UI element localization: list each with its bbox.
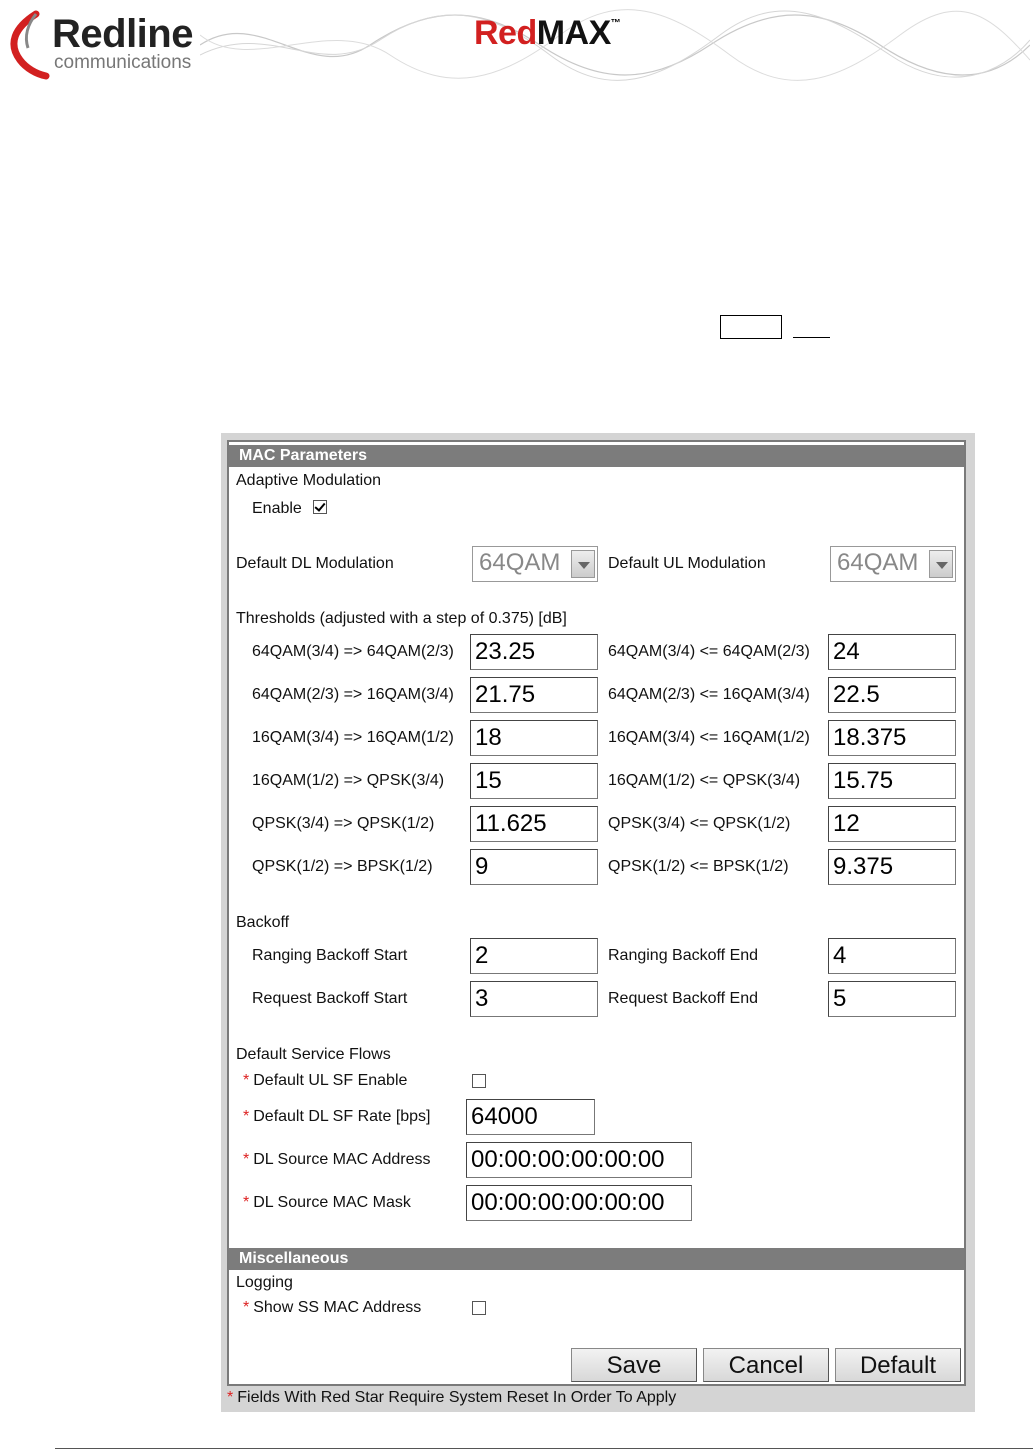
threshold-left-input[interactable]: 9 [470, 849, 598, 885]
dl-source-mask-text: DL Source MAC Mask [253, 1194, 411, 1211]
request-backoff-start-input[interactable]: 3 [470, 981, 598, 1017]
threshold-left-input[interactable]: 18 [470, 720, 598, 756]
request-backoff-end-input[interactable]: 5 [828, 981, 956, 1017]
thresholds-title: Thresholds (adjusted with a step of 0.375) [dB] [236, 610, 567, 627]
threshold-left-label: 16QAM(1/2) => QPSK(3/4) [252, 772, 445, 789]
brand-black: MAX [536, 14, 611, 52]
threshold-right-input[interactable]: 24 [828, 634, 956, 670]
threshold-right-label: 64QAM(2/3) <= 16QAM(3/4) [608, 686, 810, 703]
threshold-left-input[interactable]: 15 [470, 763, 598, 799]
dl-source-mac-input[interactable]: 00:00:00:00:00:00 [466, 1142, 692, 1178]
dl-source-mac-label [243, 1151, 431, 1169]
enable-checkbox[interactable] [313, 500, 327, 514]
backoff-title: Backoff [236, 914, 290, 931]
brand-red: Red [474, 14, 537, 52]
threshold-left-label: 64QAM(2/3) => 16QAM(3/4) [252, 686, 454, 703]
threshold-right-input[interactable]: 22.5 [828, 677, 956, 713]
document-header [0, 0, 1033, 90]
red-star: * [243, 1151, 250, 1168]
ul-sf-enable-checkbox[interactable] [472, 1074, 486, 1088]
show-ss-mac-checkbox[interactable] [472, 1301, 486, 1315]
threshold-left-input[interactable]: 21.75 [470, 677, 598, 713]
cancel-button[interactable]: Cancel [703, 1348, 829, 1382]
dl-modulation-select[interactable] [472, 546, 598, 582]
threshold-left-label: 64QAM(3/4) => 64QAM(2/3) [252, 643, 454, 660]
request-backoff-end-label: Request Backoff End [608, 990, 759, 1007]
dl-modulation-value: 64QAM [479, 549, 561, 576]
ul-modulation-value: 64QAM [837, 549, 919, 576]
save-button[interactable]: Save [571, 1348, 697, 1382]
dl-source-mask-input[interactable]: 00:00:00:00:00:00 [466, 1185, 692, 1221]
logging-title: Logging [236, 1274, 293, 1291]
reset-footnote [227, 1389, 676, 1407]
threshold-right-label: QPSK(3/4) <= QPSK(1/2) [608, 815, 791, 832]
trademark: ™ [610, 18, 621, 29]
product-brand [474, 14, 620, 53]
dl-source-mac-text: DL Source MAC Address [253, 1151, 431, 1168]
ul-sf-enable-text: Default UL SF Enable [253, 1072, 408, 1089]
red-star: * [227, 1389, 234, 1406]
threshold-right-input[interactable]: 9.375 [828, 849, 956, 885]
ranging-backoff-end-label: Ranging Backoff End [608, 947, 759, 964]
page-bottom-rule [55, 1448, 1033, 1449]
dl-sf-rate-label [243, 1108, 431, 1126]
red-star: * [243, 1108, 250, 1125]
empty-box [720, 315, 782, 339]
red-star: * [243, 1299, 250, 1316]
request-backoff-start-label: Request Backoff Start [252, 990, 408, 1007]
threshold-right-input[interactable]: 12 [828, 806, 956, 842]
miscellaneous-header: Miscellaneous [229, 1248, 964, 1270]
chevron-down-icon[interactable] [571, 550, 595, 578]
show-ss-mac-text: Show SS MAC Address [253, 1299, 422, 1316]
threshold-right-label: 64QAM(3/4) <= 64QAM(2/3) [608, 643, 810, 660]
ranging-backoff-start-label: Ranging Backoff Start [252, 947, 408, 964]
logo-name: Redline [52, 12, 193, 56]
redline-logo-icon [6, 10, 50, 80]
threshold-right-input[interactable]: 15.75 [828, 763, 956, 799]
ranging-backoff-start-input[interactable]: 2 [470, 938, 598, 974]
threshold-left-label: QPSK(3/4) => QPSK(1/2) [252, 815, 435, 832]
logo-subtitle: communications [54, 52, 192, 73]
mac-parameters-header: MAC Parameters [229, 445, 964, 467]
threshold-right-label: 16QAM(3/4) <= 16QAM(1/2) [608, 729, 810, 746]
ul-modulation-label: Default UL Modulation [608, 555, 766, 572]
dl-source-mask-label [243, 1194, 411, 1212]
chevron-down-icon[interactable] [929, 550, 953, 578]
dl-modulation-label: Default DL Modulation [236, 555, 394, 572]
enable-label: Enable [252, 500, 302, 517]
adaptive-modulation-title: Adaptive Modulation [236, 472, 381, 489]
footnote-text: Fields With Red Star Require System Reset In Order To Apply [237, 1389, 677, 1406]
threshold-left-label: 16QAM(3/4) => 16QAM(1/2) [252, 729, 454, 746]
empty-line [793, 337, 830, 338]
threshold-left-input[interactable]: 23.25 [470, 634, 598, 670]
default-service-flows-title: Default Service Flows [236, 1046, 391, 1063]
dl-sf-rate-text: Default DL SF Rate [bps] [253, 1108, 431, 1125]
show-ss-mac-label [243, 1299, 421, 1317]
threshold-left-label: QPSK(1/2) => BPSK(1/2) [252, 858, 433, 875]
ul-sf-enable-label [243, 1072, 407, 1090]
ul-modulation-select[interactable] [830, 546, 956, 582]
ranging-backoff-end-input[interactable]: 4 [828, 938, 956, 974]
red-star: * [243, 1194, 250, 1211]
dl-sf-rate-input[interactable]: 64000 [466, 1099, 595, 1135]
threshold-left-input[interactable]: 11.625 [470, 806, 598, 842]
red-star: * [243, 1072, 250, 1089]
threshold-right-label: 16QAM(1/2) <= QPSK(3/4) [608, 772, 801, 789]
threshold-right-input[interactable]: 18.375 [828, 720, 956, 756]
default-button[interactable]: Default [835, 1348, 961, 1382]
threshold-right-label: QPSK(1/2) <= BPSK(1/2) [608, 858, 789, 875]
